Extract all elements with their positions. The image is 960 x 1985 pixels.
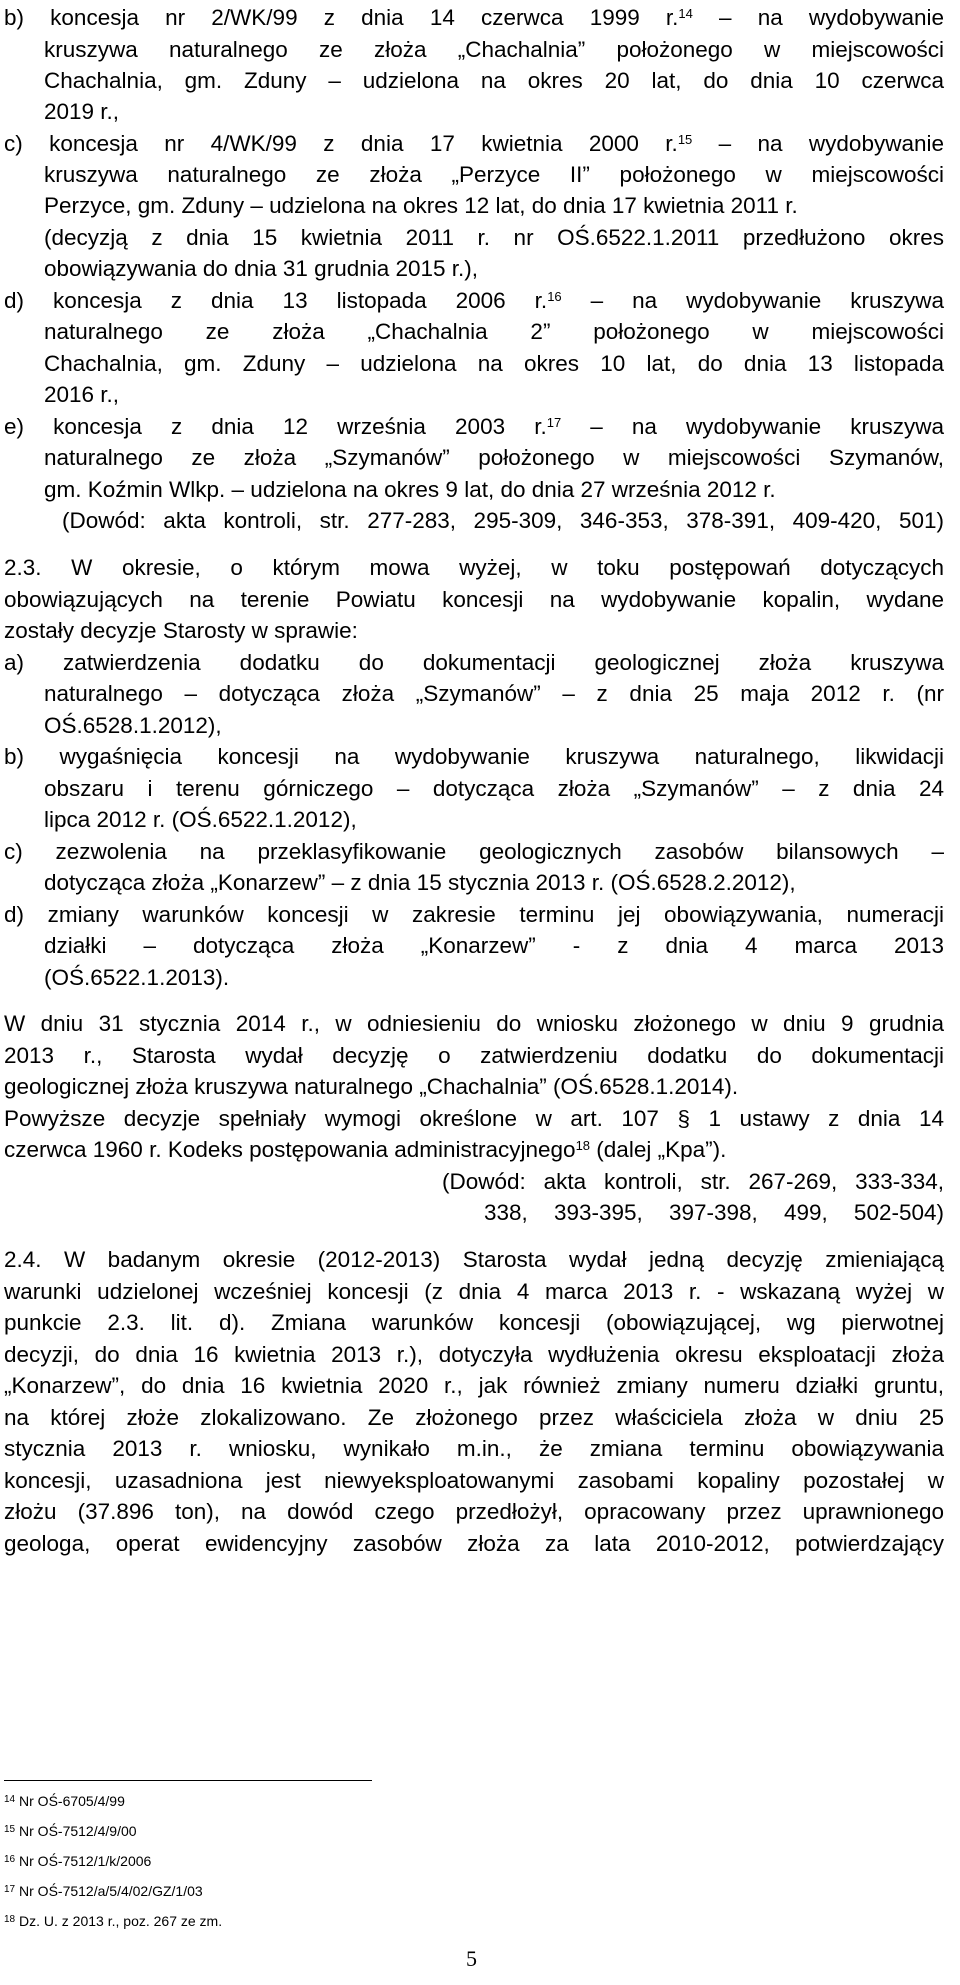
text-run: czerwca 1960 r. Kodeks postępowania administracyjnego <box>4 1137 576 1162</box>
footnote <box>4 1882 203 1900</box>
text-run: koncesji, uzasadniona jest niewyeksploatowanymi zasobami kopaliny pozostałej w <box>4 1468 944 1493</box>
text-run: stycznia 2013 r. wniosku, wynikało m.in., że zmiana terminu obowiązywania <box>4 1436 944 1461</box>
text-run: działki – dotycząca złoża „Konarzew” - z dnia 4 marca 2013 <box>44 933 944 958</box>
text-line <box>44 932 944 960</box>
footnote-text: Dz. U. z 2013 r., poz. 267 ze zm. <box>15 1913 223 1929</box>
footnote-text: Nr OŚ-6705/4/99 <box>15 1793 125 1809</box>
text-line <box>44 350 944 378</box>
text-line <box>44 869 796 897</box>
text-line <box>4 1136 726 1164</box>
text-run: „Konarzew”, do dnia 16 kwietnia 2020 r., jak również zmiany numeru działki gruntu, <box>4 1373 944 1398</box>
text-run: geologa, operat ewidencyjny zasobów złoża za lata 2010-2012, potwierdzający <box>4 1531 944 1556</box>
footnote-text: Nr OŚ-7512/1/k/2006 <box>15 1853 152 1869</box>
text-line <box>4 1073 738 1101</box>
text-run: Chachalnia, gm. Zduny – udzielona na okres 20 lat, do dnia 10 czerwca <box>44 68 944 93</box>
text-line <box>44 98 119 126</box>
text-line <box>44 712 222 740</box>
text-line <box>44 36 944 64</box>
footnote-ref: 14 <box>678 6 693 21</box>
footnote-ref: 17 <box>546 415 562 430</box>
page-number: 5 <box>466 1946 477 1971</box>
footnote <box>4 1912 222 1930</box>
text-line <box>4 1010 944 1038</box>
text-line <box>4 1341 944 1369</box>
text-line <box>484 1199 944 1227</box>
text-run: Powyższe decyzje spełniały wymogi określone w art. 107 § 1 ustawy z dnia 14 <box>4 1106 944 1131</box>
text-line <box>4 617 358 645</box>
text-run: 2019 r., <box>44 99 120 124</box>
text-run: zostały decyzje Starosty w sprawie: <box>4 618 358 643</box>
text-line <box>4 1278 944 1306</box>
text-run: a) zatwierdzenia dodatku do dokumentacji geologicznej złoża kruszywa <box>4 650 944 675</box>
footnote-number: 18 <box>4 1914 16 1925</box>
text-run: na której złoże zlokalizowano. Ze złożonego przez właściciela złoża w dniu 25 <box>4 1405 944 1430</box>
text-line <box>44 192 798 220</box>
text-run: decyzji, do dnia 16 kwietnia 2013 r.), dotyczyła wydłużenia okresu eksploatacji złoża <box>4 1342 944 1367</box>
text-run: kruszywa naturalnego ze złoża „Perzyce II” położonego w miejscowości <box>44 162 944 187</box>
text-line <box>44 318 944 346</box>
text-line <box>44 381 119 409</box>
text-run: kruszywa naturalnego ze złoża „Chachalnia” położonego w miejscowości <box>44 37 944 62</box>
text-run: b) koncesja nr 2/WK/99 z dnia 14 czerwca 1999 r. <box>4 5 679 30</box>
text-run: punkcie 2.3. lit. d). Zmiana warunków koncesji (obowiązującej, wg pierwotnej <box>4 1310 944 1335</box>
text-line <box>4 743 944 771</box>
text-line <box>44 964 229 992</box>
text-line <box>4 287 944 315</box>
text-line <box>4 1042 944 1070</box>
text-run: – na wydobywanie kruszywa <box>561 288 945 313</box>
footnote-number: 16 <box>4 1854 16 1865</box>
text-line <box>44 806 357 834</box>
text-run: e) koncesja z dnia 12 września 2003 r. <box>4 414 547 439</box>
footnote <box>4 1792 125 1810</box>
text-run: c) koncesja nr 4/WK/99 z dnia 17 kwietnia 2000 r. <box>4 131 678 156</box>
footnote-number: 15 <box>4 1824 16 1835</box>
footnote <box>4 1852 151 1870</box>
text-run: W dniu 31 stycznia 2014 r., w odniesieniu do wniosku złożonego w dniu 9 grudnia <box>4 1011 944 1036</box>
text-run: dotycząca złoża „Konarzew” – z dnia 15 stycznia 2013 r. (OŚ.6528.2.2012), <box>44 870 796 895</box>
text-run: złożu (37.896 ton), na dowód czego przedłożył, opracowany przez uprawnionego <box>4 1499 944 1524</box>
footnote-ref: 18 <box>575 1138 591 1153</box>
text-run: geologicznej złoża kruszywa naturalnego „Chachalnia” (OŚ.6528.1.2014). <box>4 1074 739 1099</box>
text-line <box>4 4 944 32</box>
text-run: (Dowód: akta kontroli, str. 267-269, 333-334, <box>442 1169 944 1194</box>
text-line <box>44 161 944 189</box>
text-line <box>62 507 944 535</box>
text-line <box>44 444 944 472</box>
text-run: d) koncesja z dnia 13 listopada 2006 r. <box>4 288 548 313</box>
text-run: Perzyce, gm. Zduny – udzielona na okres 12 lat, do dnia 17 kwietnia 2011 r. <box>44 193 798 218</box>
text-run: (OŚ.6522.1.2013). <box>44 965 230 990</box>
text-run: – na wydobywanie <box>692 131 944 156</box>
text-line <box>4 1498 944 1526</box>
footnote-separator <box>4 1780 372 1781</box>
text-line <box>4 1404 944 1432</box>
text-run: b) wygaśnięcia koncesji na wydobywanie kruszywa naturalnego, likwidacji <box>4 744 944 769</box>
footnote <box>4 1822 137 1840</box>
text-line <box>44 680 944 708</box>
text-run: lipca 2012 r. (OŚ.6522.1.2012), <box>44 807 357 832</box>
text-run: obszaru i terenu górniczego – dotycząca złoża „Szymanów” – z dnia 24 <box>44 776 944 801</box>
text-line <box>44 255 478 283</box>
text-line <box>4 554 944 582</box>
text-run: gm. Koźmin Wlkp. – udzielona na okres 9 lat, do dnia 27 września 2012 r. <box>44 477 776 502</box>
text-run: obowiązywania do dnia 31 grudnia 2015 r.), <box>44 256 479 281</box>
text-line <box>442 1168 944 1196</box>
text-line <box>4 413 944 441</box>
text-run: 338, 393-395, 397-398, 499, 502-504) <box>484 1200 944 1225</box>
text-line <box>4 838 944 866</box>
footnote-ref: 16 <box>547 289 562 304</box>
text-run: 2.4. W badanym okresie (2012-2013) Starosta wydał jedną decyzję zmieniającą <box>4 1247 944 1272</box>
footnote-number: 17 <box>4 1884 16 1895</box>
text-run: (decyzją z dnia 15 kwietnia 2011 r. nr OŚ.6522.1.2011 przedłużono okres <box>44 225 944 250</box>
text-line <box>4 586 944 614</box>
text-run: obowiązujących na terenie Powiatu koncesji na wydobywanie kopalin, wydane <box>4 587 944 612</box>
text-run: OŚ.6528.1.2012), <box>44 713 222 738</box>
text-run: 2013 r., Starosta wydał decyzję o zatwierdzeniu dodatku do dokumentacji <box>4 1043 944 1068</box>
text-run: (dalej „Kpa”). <box>590 1137 727 1162</box>
text-line <box>44 476 776 504</box>
text-line <box>4 1309 944 1337</box>
text-line <box>44 224 944 252</box>
text-line <box>4 130 944 158</box>
text-run: d) zmiany warunków koncesji w zakresie terminu jej obowiązywania, numeracji <box>4 902 944 927</box>
footnote-text: Nr OŚ-7512/a/5/4/02/GZ/1/03 <box>15 1883 203 1899</box>
text-line <box>44 67 944 95</box>
text-run: – na wydobywanie kruszywa <box>561 414 944 439</box>
text-run: (Dowód: akta kontroli, str. 277-283, 295-309, 346-353, 378-391, 409-420, 501) <box>62 508 944 533</box>
text-run: Chachalnia, gm. Zduny – udzielona na okres 10 lat, do dnia 13 listopada <box>44 351 944 376</box>
text-run: c) zezwolenia na przeklasyfikowanie geologicznych zasobów bilansowych – <box>4 839 944 864</box>
text-line <box>4 1372 944 1400</box>
text-run: 2.3. W okresie, o którym mowa wyżej, w toku postępowań dotyczących <box>4 555 944 580</box>
footnote-text: Nr OŚ-7512/4/9/00 <box>15 1823 137 1839</box>
text-line <box>4 649 944 677</box>
text-run: naturalnego ze złoża „Chachalnia 2” położonego w miejscowości <box>44 319 944 344</box>
text-line <box>4 1246 944 1274</box>
text-line <box>44 775 944 803</box>
text-line <box>4 1467 944 1495</box>
footnote-number: 14 <box>4 1794 16 1805</box>
text-run: – na wydobywanie <box>692 5 944 30</box>
text-run: naturalnego – dotycząca złoża „Szymanów” – z dnia 25 maja 2012 r. (nr <box>44 681 944 706</box>
text-run: warunki udzielonej wcześniej koncesji (z dnia 4 marca 2013 r. - wskazaną wyżej w <box>4 1279 944 1304</box>
text-line <box>4 1105 944 1133</box>
text-line <box>4 901 944 929</box>
text-run: 2016 r., <box>44 382 120 407</box>
footnote-ref: 15 <box>677 132 693 147</box>
text-line <box>4 1435 944 1463</box>
text-line <box>4 1530 944 1558</box>
text-run: naturalnego ze złoża „Szymanów” położonego w miejscowości Szymanów, <box>44 445 944 470</box>
